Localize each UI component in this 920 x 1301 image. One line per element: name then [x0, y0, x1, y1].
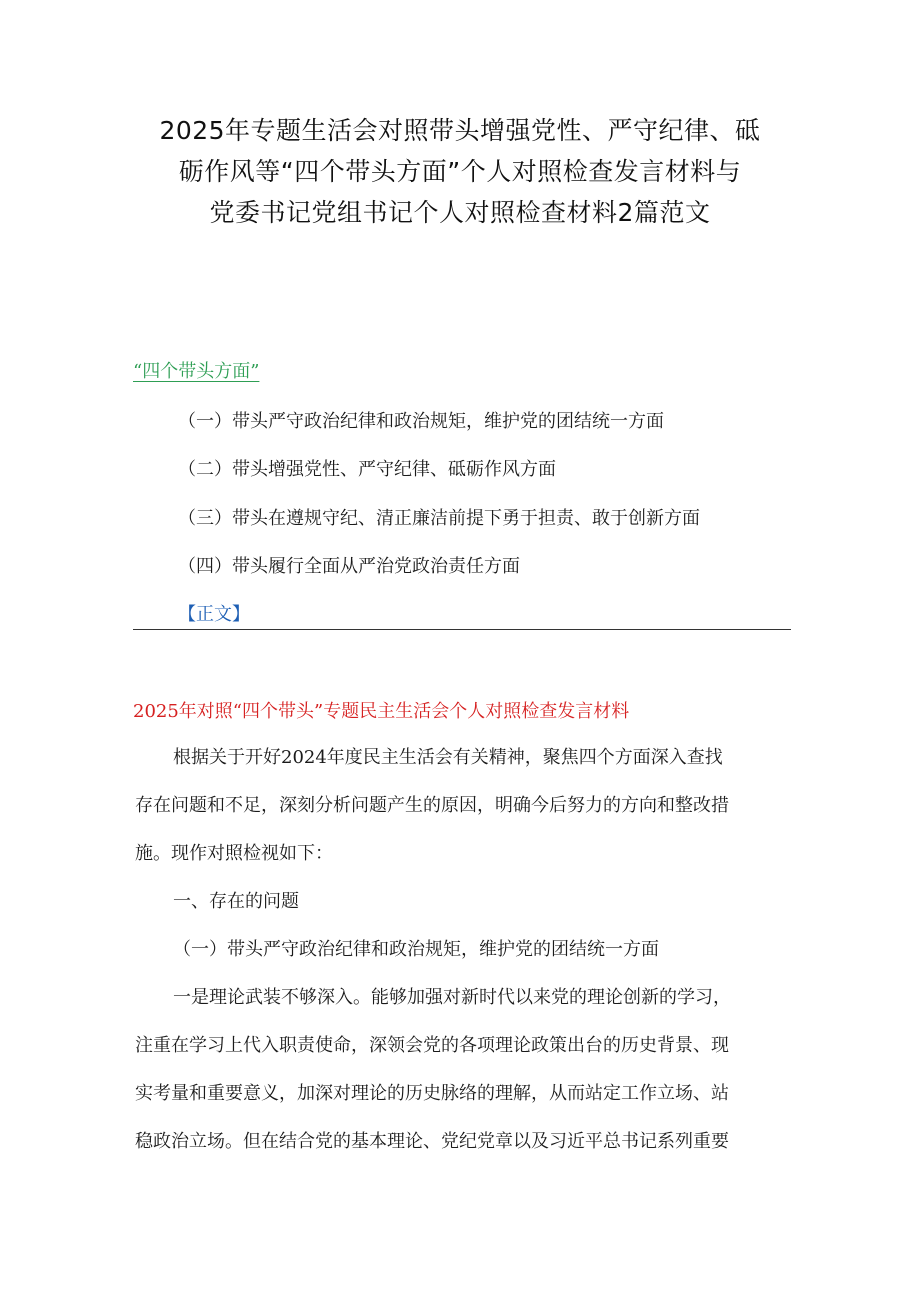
- toc-heading-link[interactable]: “四个带头方面”: [133, 361, 260, 382]
- title-line-2: 砺作风等“四个带头方面”个人对照检查发言材料与: [178, 157, 742, 186]
- main-text-label: 【正文】: [178, 604, 250, 625]
- para1-line-4: 稳政治立场。但在结合党的基本理论、党纪党章以及习近平总书记系列重要: [135, 1131, 729, 1152]
- para1-line-1: 一是理论武装不够深入。能够加强对新时代以来党的理论创新的学习，: [173, 987, 731, 1008]
- title-line-1: 2025年专题生活会对照带头增强党性、严守纪律、砥: [159, 116, 761, 145]
- toc-item-1: （一）带头严守政治纪律和政治规矩，维护党的团结统一方面: [178, 411, 664, 432]
- document-title: [120, 110, 800, 233]
- toc-item-4: （四）带头履行全面从严治党政治责任方面: [178, 556, 520, 577]
- intro-paragraph: [135, 734, 795, 1166]
- intro-line-3: 施。现作对照检视如下：: [135, 843, 333, 864]
- toc-item-2: （二）带头增强党性、严守纪律、砥砺作风方面: [178, 459, 556, 480]
- para1-line-3: 实考量和重要意义，加深对理论的历史脉络的理解，从而站定工作立场、站: [135, 1083, 729, 1104]
- intro-line-2: 存在问题和不足，深刻分析问题产生的原因，明确今后努力的方向和整改措: [135, 795, 729, 816]
- article-heading: 2025年对照“四个带头”专题民主生活会个人对照检查发言材料: [133, 701, 630, 722]
- title-line-3: 党委书记党组书记个人对照检查材料2篇范文: [209, 198, 711, 227]
- intro-line-1: 根据关于开好2024年度民主生活会有关精神，聚焦四个方面深入查找: [173, 747, 723, 768]
- para1-line-2: 注重在学习上代入职责使命，深领会党的各项理论政策出台的历史背景、现: [135, 1035, 729, 1056]
- section-divider: [133, 629, 791, 630]
- section-heading-1: 一、存在的问题: [173, 891, 299, 912]
- toc-item-3: （三）带头在遵规守纪、清正廉洁前提下勇于担责、敢于创新方面: [178, 508, 700, 529]
- subsection-heading-1: （一）带头严守政治纪律和政治规矩，维护党的团结统一方面: [173, 939, 659, 960]
